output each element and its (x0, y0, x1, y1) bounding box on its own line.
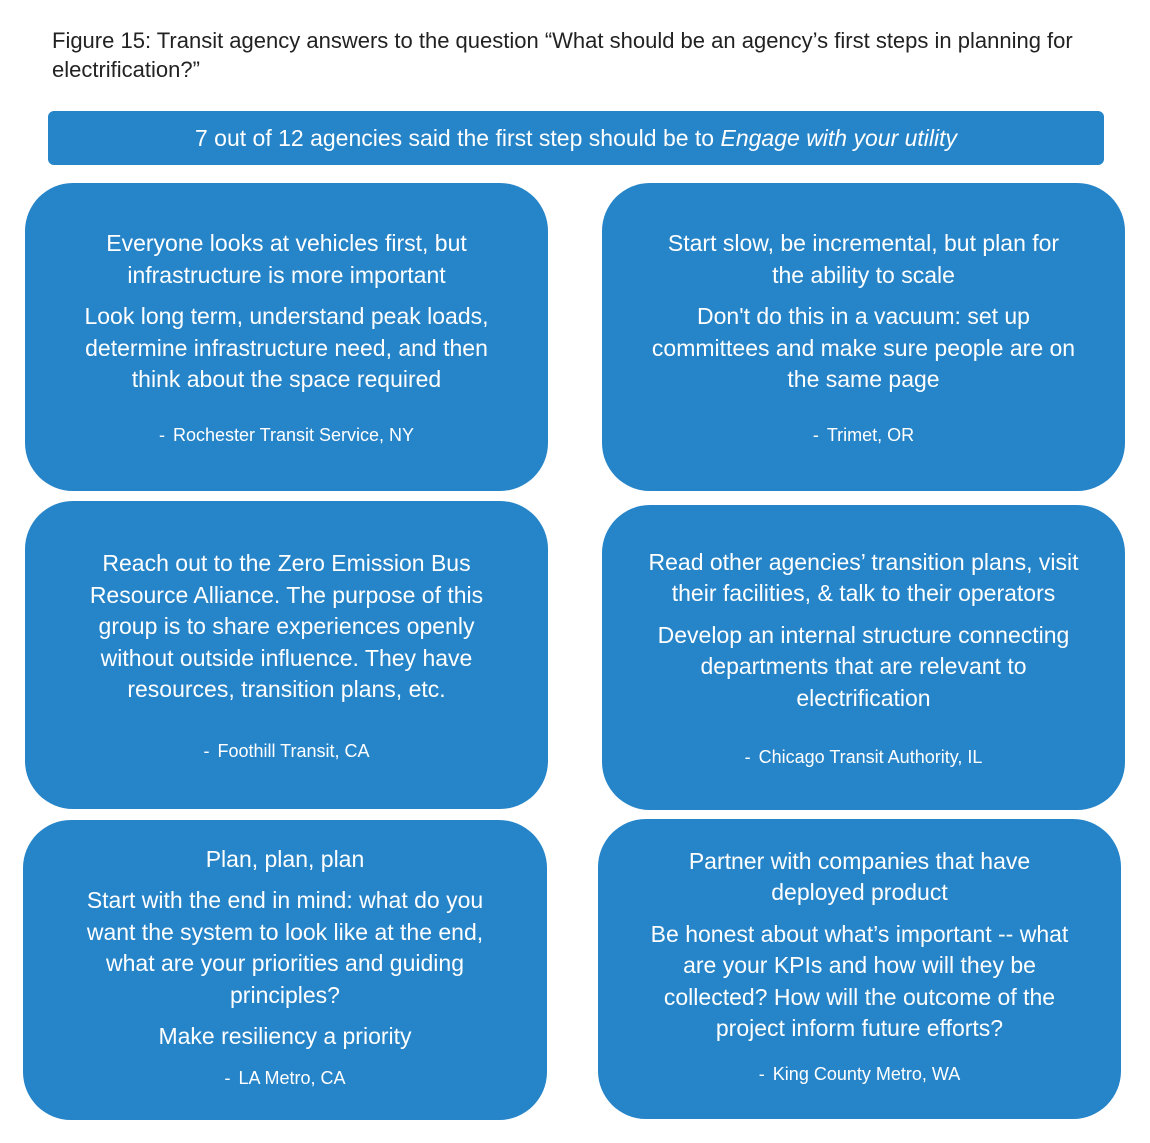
attribution-agency: King County Metro, WA (772, 1063, 961, 1084)
quote-box-king-county (598, 819, 1121, 1119)
quote-text: Start with the end in mind: what do you want the system to look like at the end, what are your priorities and guiding principles? (86, 887, 484, 1008)
quote-text: Partner with companies that have deployed product (688, 847, 1031, 905)
attribution-agency: Foothill Transit, CA (217, 740, 370, 761)
quote-text: Look long term, understand peak loads, determine infrastructure need, and then think about the space required (84, 303, 489, 393)
attribution-dash: - (224, 1067, 231, 1088)
attribution-dash: - (158, 424, 165, 445)
attribution (203, 740, 369, 762)
attribution-dash: - (758, 1063, 765, 1084)
quote-box-trimet (602, 183, 1125, 491)
attribution-agency: Rochester Transit Service, NY (172, 424, 415, 445)
attribution (224, 1067, 345, 1089)
quote-text: Reach out to the Zero Emission Bus Resource Alliance. The purpose of this group is to share experiences openly without outside influence. They have resources, transition plans, etc. (89, 550, 484, 703)
quote-box-la-metro (23, 820, 547, 1120)
attribution-dash: - (744, 747, 751, 768)
attribution (813, 424, 914, 446)
banner-text: 7 out of 12 agencies said the first step should be to (194, 124, 721, 151)
quote-box-chicago (602, 505, 1125, 810)
summary-banner (48, 111, 1104, 165)
quote-text: Don't do this in a vacuum: set up committees and make sure people are on the same page (651, 303, 1076, 393)
quote-box-rochester (25, 183, 548, 491)
attribution (745, 746, 983, 768)
quote-text: Plan, plan, plan (205, 845, 365, 872)
attribution-dash: - (812, 424, 819, 445)
attribution (759, 1063, 960, 1085)
quote-text: Start slow, be incremental, but plan for the ability to scale (667, 230, 1060, 288)
attribution-agency: Chicago Transit Authority, IL (758, 747, 983, 768)
attribution-dash: - (203, 740, 210, 761)
banner-emphasis: Engage with your utility (720, 124, 958, 151)
quote-text: Read other agencies’ transition plans, visit their facilities, & talk to their operators (648, 548, 1079, 607)
quote-text: Develop an internal structure connecting departments that are relevant to electrification (657, 621, 1070, 711)
attribution-agency: LA Metro, CA (238, 1067, 346, 1088)
quote-text: Make resiliency a priority (158, 1023, 412, 1049)
attribution-agency: Trimet, OR (826, 424, 915, 445)
quote-box-foothill (25, 501, 548, 809)
quote-text: Everyone looks at vehicles first, but infrastructure is more important (106, 230, 467, 288)
quote-text: Be honest about what’s important -- what are your KPIs and how will they be collected? How will the outcome of the project inform future efforts? (650, 920, 1069, 1041)
figure-caption: Figure 15: Transit agency answers to the question “What should be an agency’s first steps in planning for electrification?” (52, 28, 1073, 82)
attribution (159, 424, 414, 446)
